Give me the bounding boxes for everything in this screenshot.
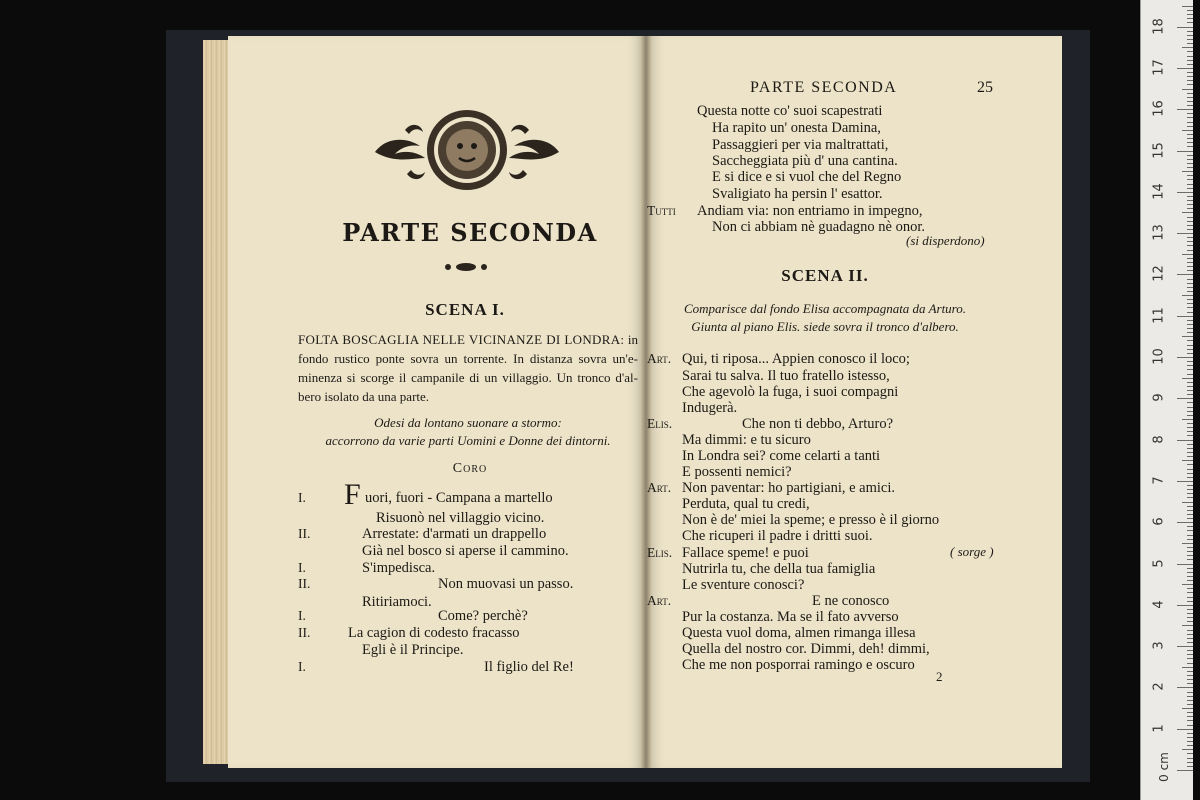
ruler-tick (1187, 262, 1193, 263)
ruler-tick (1187, 39, 1193, 40)
ruler-tick (1187, 448, 1193, 449)
ruler-tick (1187, 225, 1193, 226)
dialogue-line: Non paventar: ho partigiani, e amici. (682, 480, 895, 496)
book-gutter (641, 36, 651, 768)
measurement-ruler (1140, 0, 1193, 800)
ruler-tick (1187, 237, 1193, 238)
ruler-tick (1187, 64, 1193, 65)
ruler-tick (1187, 241, 1193, 242)
ruler-tick (1187, 138, 1193, 139)
ruler-tick (1187, 122, 1193, 123)
ruler-tick (1187, 349, 1193, 350)
ruler-tick (1182, 295, 1193, 296)
ruler-tick (1187, 229, 1193, 230)
ruler-tick (1177, 274, 1193, 275)
ruler-tick (1187, 312, 1193, 313)
ruler-tick (1187, 76, 1193, 77)
ruler-tick (1187, 163, 1193, 164)
ruler-number: 14 (1151, 183, 1167, 200)
ruler-tick (1187, 737, 1193, 738)
dialogue-line: Fallace speme! e puoi (682, 545, 809, 561)
ruler-tick (1182, 584, 1193, 585)
ruler-tick (1187, 568, 1193, 569)
ruler-tick (1182, 667, 1193, 668)
ruler-tick (1187, 473, 1193, 474)
ruler-tick (1187, 340, 1193, 341)
ruler-tick (1187, 386, 1193, 387)
ruler-tick (1187, 117, 1193, 118)
ruler-tick (1187, 382, 1193, 383)
ruler-tick (1187, 415, 1193, 416)
ruler-tick (1182, 378, 1193, 379)
verse-line: Non ci abbiam nè guadagno nè onor. (712, 219, 926, 235)
ruler-tick (1182, 89, 1193, 90)
ruler-tick (1187, 208, 1193, 209)
ruler-tick (1182, 543, 1193, 544)
verse-line: Come? perchè? (438, 608, 528, 624)
ruler-tick (1187, 184, 1193, 185)
ruler-tick (1187, 526, 1193, 527)
setting-caps: FOLTA BOSCAGLIA NELLE VICINANZE DI LONDRA: (298, 332, 625, 347)
ruler-number: 11 (1151, 306, 1167, 324)
ruler-tick (1187, 291, 1193, 292)
stage-direction-1 (300, 414, 636, 450)
ruler-tick (1187, 353, 1193, 354)
ruler-tick (1187, 287, 1193, 288)
ruler-tick (1182, 130, 1193, 131)
ruler-tick (1187, 221, 1193, 222)
verse-line: Già nel bosco si aperse il cammino. (362, 543, 569, 559)
ruler-tick (1187, 196, 1193, 197)
verse-line: Andiam via: non entriamo in impegno, (697, 203, 923, 219)
ruler-tick (1187, 452, 1193, 453)
ruler-tick (1187, 361, 1193, 362)
ruler-tick (1187, 634, 1193, 635)
ruler-tick (1187, 444, 1193, 445)
ruler-tick (1187, 105, 1193, 106)
aside-direction: ( sorge ) (950, 544, 994, 559)
speaker-label: Art. (647, 593, 672, 608)
ruler-tick (1187, 204, 1193, 205)
dialogue-line: In Londra sei? come celarti a tanti (682, 448, 881, 464)
ruler-number: 3 (1151, 641, 1167, 650)
ruler-tick (1187, 518, 1193, 519)
ruler-tick (1187, 250, 1193, 251)
ruler-tick (1187, 642, 1193, 643)
ruler-tick (1187, 601, 1193, 602)
verse-line: Passaggieri per via maltrattati, (712, 137, 889, 153)
ruler-tick (1187, 84, 1193, 85)
ruler-tick (1187, 716, 1193, 717)
verse-line: Questa notte co' suoi scapestrati (697, 103, 883, 119)
ruler-tick (1177, 440, 1193, 441)
running-header: PARTE SECONDA (750, 79, 898, 96)
ruler-tick (1187, 477, 1193, 478)
dialogue-line: Quella del nostro cor. Dimmi, deh! dimmi, (682, 641, 930, 657)
speaker-label: I. (298, 608, 306, 623)
ruler-tick (1187, 506, 1193, 507)
verse-line: Ha rapito un' onesta Damina, (712, 120, 881, 136)
ruler-number: 6 (1151, 517, 1167, 526)
ruler-tick (1177, 233, 1193, 234)
ruler-tick (1187, 753, 1193, 754)
ruler-tick (1187, 514, 1193, 515)
ruler-tick (1187, 555, 1193, 556)
dialogue-line: Ma dimmi: e tu sicuro (682, 432, 811, 448)
ruler-tick (1187, 650, 1193, 651)
ruler-tick (1187, 31, 1193, 32)
ruler-tick (1187, 332, 1193, 333)
ruler-tick (1187, 35, 1193, 36)
ruler-tick (1187, 270, 1193, 271)
ruler-number: 1 (1151, 724, 1167, 733)
ruler-number: 7 (1151, 476, 1167, 485)
ruler-tick (1187, 146, 1193, 147)
ruler-tick (1187, 97, 1193, 98)
ruler-tick (1187, 609, 1193, 610)
ruler-tick (1187, 613, 1193, 614)
ruler-number: 12 (1151, 265, 1167, 283)
dialogue-line: Questa vuol doma, almen rimanga illesa (682, 625, 916, 641)
ruler-tick (1187, 762, 1193, 763)
ruler-tick (1187, 126, 1193, 127)
setting-line: bero isolato da una parte. (298, 389, 430, 404)
ruler-tick (1187, 464, 1193, 465)
stage-line: accorrono da varie parti Uomini e Donne dei dintorni. (325, 433, 611, 448)
ruler-tick (1182, 625, 1193, 626)
ruler-unit: 0 cm (1156, 752, 1171, 782)
ruler-tick (1187, 22, 1193, 23)
ruler-tick (1187, 758, 1193, 759)
speaker-label: I. (298, 659, 306, 674)
scene-heading-1: SCENA I. (425, 300, 505, 319)
ruler-tick (1187, 299, 1193, 300)
ruler-tick (1187, 60, 1193, 61)
ruler-tick (1187, 638, 1193, 639)
speaker-label: Art. (647, 480, 672, 495)
dialogue-line: Qui, ti riposa... Appien conosco il loco; (682, 351, 910, 367)
dialogue-line: Che agevolò la fuga, i suoi compagni (682, 384, 899, 400)
ruler-tick (1187, 279, 1193, 280)
speaker-label: II. (298, 625, 311, 640)
ruler-number: 17 (1151, 59, 1167, 76)
speaker-label: Elis. (647, 545, 673, 560)
ruler-tick (1187, 390, 1193, 391)
page-title: PARTE SECONDA (342, 218, 598, 247)
ruler-tick (1187, 93, 1193, 94)
ruler-tick (1187, 266, 1193, 267)
verse-line: E si dice e si vuol che del Regno (712, 169, 902, 185)
stage-direction-2 (660, 300, 990, 336)
ruler-tick (1187, 658, 1193, 659)
ruler-tick (1187, 663, 1193, 664)
ruler-tick (1187, 307, 1193, 308)
dialogue-line: Sarai tu salva. Il tuo fratello istesso, (682, 368, 890, 384)
ruler-tick (1187, 435, 1193, 436)
speaker-label: II. (298, 576, 311, 591)
drop-capital: F (344, 478, 361, 511)
ruler-tick (1187, 696, 1193, 697)
ruler-tick (1187, 671, 1193, 672)
ruler-tick (1187, 485, 1193, 486)
ruler-tick (1187, 134, 1193, 135)
ruler-tick (1177, 605, 1193, 606)
verse-line: uori, fuori - Campana a martello (365, 490, 553, 506)
ruler-number: 10 (1151, 348, 1167, 365)
mask-ornament-icon (365, 108, 569, 192)
ruler-tick (1187, 469, 1193, 470)
ruler-tick (1187, 328, 1193, 329)
ruler-tick (1187, 179, 1193, 180)
ruler-tick (1187, 14, 1193, 15)
ruler-tick (1187, 365, 1193, 366)
ruler-tick (1187, 407, 1193, 408)
ruler-tick (1187, 374, 1193, 375)
ruler-tick (1182, 47, 1193, 48)
dialogue-line: Non è de' miei la speme; e presso è il giorno (682, 512, 940, 528)
ruler-number: 4 (1151, 600, 1167, 609)
ruler-tick (1187, 427, 1193, 428)
ruler-tick (1187, 588, 1193, 589)
ruler-tick (1187, 258, 1193, 259)
ruler-tick (1187, 431, 1193, 432)
ruler-tick (1187, 245, 1193, 246)
ruler-tick (1187, 559, 1193, 560)
speaker-label: II. (298, 526, 311, 541)
ruler-tick (1187, 766, 1193, 767)
ruler-tick (1182, 212, 1193, 213)
ruler-tick (1187, 411, 1193, 412)
verse-line: Risuonò nel villaggio vicino. (376, 510, 545, 526)
ruler-tick (1177, 564, 1193, 565)
stage-line: Comparisce dal fondo Elisa accompagnata da Arturo. (683, 301, 967, 316)
ruler-number: 2 (1151, 682, 1167, 692)
signature-mark: 2 (936, 669, 943, 684)
ruler-tick (1187, 43, 1193, 44)
verse-line: Arrestate: d'armati un drappello (362, 526, 547, 542)
ruler-tick (1177, 398, 1193, 399)
ruler-tick (1187, 745, 1193, 746)
ruler-tick (1187, 167, 1193, 168)
ruler-tick (1187, 592, 1193, 593)
ruler-tick (1177, 27, 1193, 28)
ruler-tick (1187, 576, 1193, 577)
ruler-tick (1187, 489, 1193, 490)
exit-direction: (si disperdono) (906, 233, 985, 248)
ruler-tick (1187, 324, 1193, 325)
setting-line: in (627, 332, 639, 347)
ruler-tick (1187, 345, 1193, 346)
ruler-tick (1177, 481, 1193, 482)
ruler-tick (1187, 217, 1193, 218)
chorus-label: Coro (452, 461, 488, 476)
ruler-tick (1187, 155, 1193, 156)
stage-line: Giunta al piano Elis. siede sovra il tronco d'albero. (691, 319, 959, 334)
ruler-tick (1187, 741, 1193, 742)
ruler-tick (1177, 316, 1193, 317)
speaker-label: Tutti (647, 203, 676, 218)
verse-line: La cagion di codesto fracasso (348, 625, 520, 641)
dialogue-line: Perduta, qual tu credi, (682, 496, 810, 512)
ruler-tick (1187, 18, 1193, 19)
ruler-tick (1182, 749, 1193, 750)
divider-ornament-icon (440, 260, 492, 274)
ruler-tick (1187, 80, 1193, 81)
speaker-label: I. (298, 490, 306, 505)
verse-line: Non muovasi un passo. (438, 576, 574, 592)
ruler-tick (1187, 188, 1193, 189)
ruler-tick (1187, 551, 1193, 552)
ruler-tick (1187, 630, 1193, 631)
ruler-tick (1187, 692, 1193, 693)
dialogue-line: Le sventure conosci? (682, 577, 805, 593)
ruler-tick (1187, 535, 1193, 536)
ruler-tick (1182, 419, 1193, 420)
ruler-tick (1187, 497, 1193, 498)
setting-line: minenza si scorge il campanile di un villaggio. Un tronco d'al- (298, 370, 638, 385)
verse-line: Il figlio del Re! (484, 659, 574, 675)
ruler-tick (1182, 254, 1193, 255)
ruler-tick (1187, 510, 1193, 511)
ruler-tick (1177, 687, 1193, 688)
ruler-tick (1187, 580, 1193, 581)
ruler-tick (1187, 712, 1193, 713)
ruler-tick (1187, 159, 1193, 160)
ruler-tick (1187, 733, 1193, 734)
ruler-tick (1182, 460, 1193, 461)
ruler-tick (1177, 646, 1193, 647)
ruler-tick (1187, 72, 1193, 73)
ruler-tick (1187, 720, 1193, 721)
verse-line: Ritiriamoci. (362, 594, 432, 610)
ruler-tick (1187, 572, 1193, 573)
scene-heading-2: SCENA II. (781, 266, 869, 285)
ruler-tick (1182, 336, 1193, 337)
setting-description (298, 330, 638, 406)
stage-line: Odesi da lontano suonare a stormo: (374, 415, 562, 430)
ruler-tick (1187, 101, 1193, 102)
ruler-tick (1187, 456, 1193, 457)
ruler-tick (1187, 654, 1193, 655)
verse-line: Saccheggiata più d' una cantina. (712, 153, 898, 169)
verse-line: S'impedisca. (362, 560, 436, 576)
ruler-tick (1187, 704, 1193, 705)
ruler-tick (1177, 729, 1193, 730)
ruler-tick (1187, 725, 1193, 726)
dialogue-line: Che me non posporrai ramingo e oscuro (682, 657, 915, 673)
ruler-tick (1182, 708, 1193, 709)
ruler-tick (1187, 683, 1193, 684)
ruler-tick (1187, 200, 1193, 201)
ruler-tick (1187, 394, 1193, 395)
ruler-tick (1187, 10, 1193, 11)
ruler-tick (1187, 369, 1193, 370)
ruler-number: 16 (1151, 100, 1167, 117)
ruler-tick (1177, 68, 1193, 69)
ruler-number: 5 (1151, 558, 1167, 568)
ruler-tick (1187, 51, 1193, 52)
speaker-label: I. (298, 560, 306, 575)
page-number: 25 (977, 79, 993, 96)
ruler-number: 8 (1151, 434, 1167, 444)
ruler-tick (1177, 151, 1193, 152)
ruler-tick (1187, 597, 1193, 598)
dialogue-line: Indugerà. (682, 400, 738, 416)
ruler-tick (1187, 423, 1193, 424)
ruler-tick (1187, 700, 1193, 701)
dialogue-line: Nutrirla tu, che della tua famiglia (682, 561, 876, 577)
ruler-tick (1187, 113, 1193, 114)
ruler-tick (1177, 522, 1193, 523)
ruler-tick (1187, 283, 1193, 284)
verse-line: Egli è il Principe. (362, 642, 464, 658)
speaker-label: Elis. (647, 416, 673, 431)
ruler-tick (1187, 617, 1193, 618)
ruler-tick (1182, 502, 1193, 503)
ruler-tick (1182, 171, 1193, 172)
ruler-tick (1187, 679, 1193, 680)
ruler-tick (1187, 539, 1193, 540)
verse-line: Svaligiato ha persin l' esattor. (712, 186, 883, 202)
ruler-number: 9 (1151, 393, 1167, 402)
dialogue-line: Che non ti debbo, Arturo? (742, 416, 894, 432)
ruler-tick (1187, 320, 1193, 321)
speaker-label: Art. (647, 351, 672, 366)
ruler-tick (1187, 547, 1193, 548)
ruler-tick (1177, 192, 1193, 193)
ruler-tick (1187, 402, 1193, 403)
ruler-tick (1177, 770, 1193, 771)
dialogue-line: Che ricuperi il padre i dritti suoi. (682, 528, 873, 544)
dialogue-line: Pur la costanza. Ma se il fato avverso (682, 609, 899, 625)
ruler-tick (1187, 675, 1193, 676)
ruler-tick (1187, 142, 1193, 143)
ruler-tick (1182, 6, 1193, 7)
ruler-tick (1187, 175, 1193, 176)
ruler-tick (1177, 357, 1193, 358)
ruler-tick (1187, 621, 1193, 622)
ruler-number: 13 (1151, 224, 1167, 241)
ruler-tick (1187, 56, 1193, 57)
ruler-number: 18 (1151, 17, 1167, 35)
setting-line: fondo rustico ponte sovra un torrente. In distanza sovra un'e- (298, 351, 638, 366)
ruler-tick (1187, 303, 1193, 304)
ruler-tick (1187, 530, 1193, 531)
dialogue-line: E possenti nemici? (682, 464, 792, 480)
ruler-tick (1187, 493, 1193, 494)
ruler-number: 15 (1151, 141, 1167, 159)
ruler-tick (1177, 109, 1193, 110)
dialogue-line: E ne conosco (812, 593, 890, 609)
